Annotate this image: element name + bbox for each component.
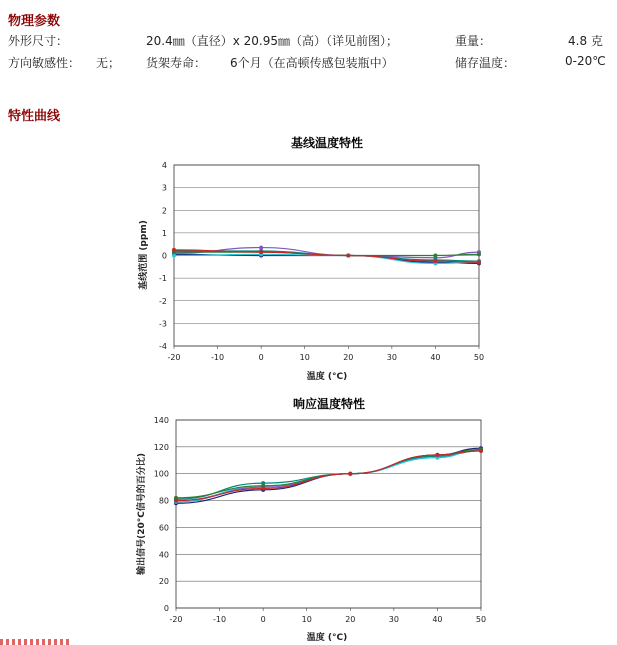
response-chart-ylabel: 输出信号(20°C信号的百分比) [137, 453, 147, 575]
baseline-chart-x-tick-label: -10 [211, 353, 225, 362]
baseline-temperature-chart [130, 155, 500, 387]
baseline-chart-series-point-6 [477, 260, 481, 264]
response-chart-series-point-6 [479, 449, 483, 453]
response-chart-y-tick-label: 80 [158, 496, 169, 506]
baseline-chart-x-tick-label: 0 [258, 353, 264, 362]
baseline-chart-y-tick-label: 4 [161, 161, 167, 170]
response-chart-y-tick-label: 60 [158, 523, 169, 533]
physical-params-title: 物理参数 [8, 14, 61, 29]
orientation-value: 无； [96, 56, 121, 70]
baseline-chart-y-tick-label: -4 [159, 342, 167, 351]
response-chart-xlabel: 温度 (°C) [306, 633, 348, 643]
baseline-chart-y-tick-label: 2 [161, 206, 167, 216]
response-chart-plot-frame [176, 420, 481, 608]
response-chart-x-tick-label: 40 [432, 615, 443, 624]
baseline-chart-x-tick-label: 20 [343, 353, 354, 362]
weight-label: 重量： [455, 34, 492, 48]
response-chart-x-tick-label: 10 [301, 615, 312, 624]
response-chart-x-tick-label: 30 [388, 615, 399, 624]
baseline-chart-y-tick-label: 3 [161, 183, 167, 193]
baseline-chart-series-point-6 [172, 248, 176, 252]
footer-decoration [0, 639, 70, 645]
storage-temp-label: 储存温度： [455, 56, 516, 70]
response-chart-x-tick-label: 0 [260, 615, 266, 624]
baseline-chart-series-point-5 [477, 252, 481, 256]
baseline-chart-y-tick-label: -1 [159, 274, 167, 284]
baseline-chart-x-tick-label: 40 [430, 353, 441, 362]
response-chart-y-tick-label: 40 [158, 550, 169, 560]
baseline-chart-series-point-6 [433, 259, 437, 263]
baseline-chart-x-tick-label: 30 [386, 353, 397, 362]
response-chart-x-tick-label: 50 [475, 615, 487, 624]
storage-temp-value: 0-20℃ [565, 54, 606, 68]
response-chart-y-tick-label: 20 [158, 577, 169, 587]
response-temperature-chart [130, 414, 500, 645]
response-chart-series-point-6 [435, 453, 439, 457]
response-chart-y-tick-label: 100 [153, 469, 169, 479]
dimensions-label: 外形尺寸： [8, 34, 69, 48]
baseline-chart-y-tick-label: 0 [161, 251, 167, 261]
response-chart-x-tick-label: -20 [169, 615, 183, 624]
response-chart-x-tick-label: -10 [213, 615, 227, 624]
baseline-chart-x-tick-label: 50 [473, 353, 485, 362]
baseline-chart-y-tick-label: 1 [161, 228, 167, 238]
curves-title: 特性曲线 [8, 109, 61, 124]
baseline-chart-y-tick-label: -2 [159, 296, 167, 306]
response-chart-title: 响应温度特性 [292, 397, 365, 411]
baseline-chart-title: 基线温度特性 [290, 136, 363, 150]
baseline-chart-x-tick-label: -20 [167, 353, 181, 362]
dimensions-value: 20.4㎜（直径）x 20.95㎜（高）（详见前图）； [146, 34, 398, 48]
shelf-life-value: 6个月（在高顿传感包装瓶中） [230, 56, 394, 70]
response-chart-series-point-6 [261, 486, 265, 490]
baseline-chart-x-tick-label: 10 [299, 353, 310, 362]
response-chart-y-tick-label: 140 [153, 416, 169, 425]
response-chart-series-point-6 [348, 472, 352, 476]
baseline-chart-series-point-6 [259, 250, 263, 254]
baseline-chart-xlabel: 温度 (°C) [306, 372, 348, 382]
orientation-label: 方向敏感性： [8, 56, 81, 70]
response-chart-y-tick-label: 0 [163, 604, 169, 613]
baseline-chart-series-point-5 [433, 254, 437, 258]
baseline-chart-series-point-6 [346, 254, 350, 258]
response-chart-x-tick-label: 20 [345, 615, 356, 624]
shelf-life-label: 货架寿命： [146, 56, 207, 70]
response-chart-y-tick-label: 120 [153, 442, 169, 452]
baseline-chart-y-tick-label: -3 [159, 319, 167, 329]
baseline-chart-ylabel: 基线范围 (ppm) [139, 220, 149, 290]
response-chart-series-point-6 [174, 499, 178, 503]
weight-value: 4.8 克 [568, 34, 603, 48]
